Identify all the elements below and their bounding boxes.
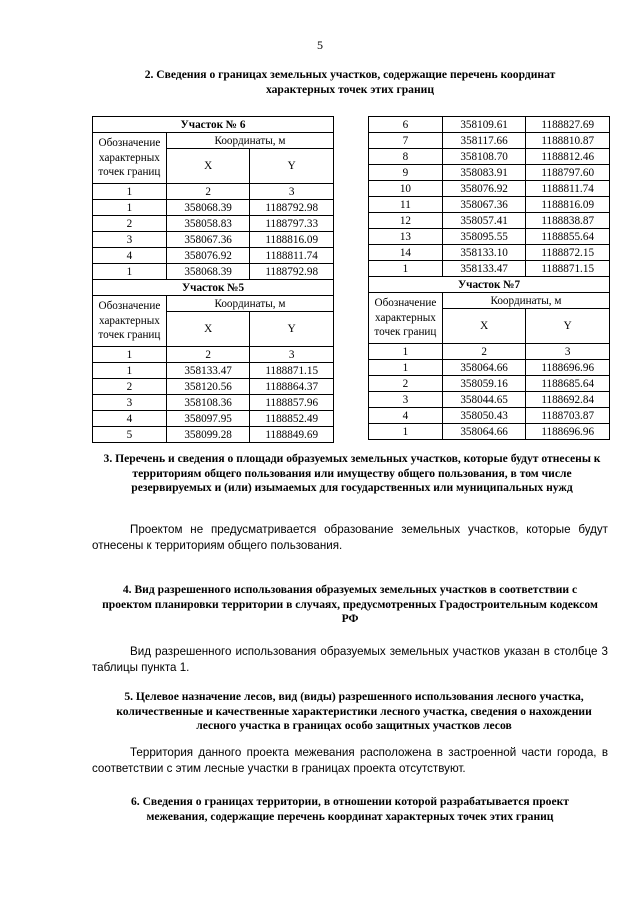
x-cell: 358109.61 — [442, 117, 526, 133]
point-cell: 3 — [93, 232, 167, 248]
y-cell: 1188811.74 — [526, 181, 610, 197]
point-cell: 1 — [93, 363, 167, 379]
point-cell: 14 — [369, 245, 443, 261]
y-cell: 1188685.64 — [526, 376, 610, 392]
x-cell: 358120.56 — [166, 379, 250, 395]
col-num: 3 — [250, 184, 334, 200]
y-cell: 1188792.98 — [250, 200, 334, 216]
coords-header: Координаты, м — [442, 293, 609, 309]
table-row — [369, 408, 610, 424]
y-cell: 1188849.69 — [250, 427, 334, 443]
section-4-text: Вид разрешенного использования образуемых земельных участков указан в столбце 3 таблицы пункта 1. — [92, 645, 608, 674]
x-cell: 358064.66 — [442, 360, 526, 376]
y-cell: 1188816.09 — [526, 197, 610, 213]
coords-header: Координаты, м — [166, 296, 333, 312]
y-cell: 1188792.98 — [250, 264, 334, 280]
y-cell: 1188855.64 — [526, 229, 610, 245]
table-right — [368, 116, 610, 440]
point-cell: 7 — [369, 133, 443, 149]
x-cell: 358133.47 — [442, 261, 526, 277]
table-left — [92, 116, 334, 443]
x-cell: 358133.47 — [166, 363, 250, 379]
table-row — [369, 213, 610, 229]
table-row — [369, 117, 610, 133]
x-cell: 358083.91 — [442, 165, 526, 181]
y-cell: 1188797.60 — [526, 165, 610, 181]
x-header: X — [442, 309, 526, 344]
table-row — [93, 363, 334, 379]
point-col-header: Обозначение характерных точек границ — [369, 293, 443, 344]
x-cell: 358057.41 — [442, 213, 526, 229]
table-row — [93, 200, 334, 216]
section-2-heading: 2. Сведения о границах земельных участков, содержащие перечень координат характерных точек этих границ — [144, 68, 556, 96]
y-cell: 1188696.96 — [526, 424, 610, 440]
x-cell: 358059.16 — [442, 376, 526, 392]
y-cell: 1188827.69 — [526, 117, 610, 133]
x-cell: 358050.43 — [442, 408, 526, 424]
y-cell: 1188872.15 — [526, 245, 610, 261]
y-cell: 1188692.84 — [526, 392, 610, 408]
x-cell: 358117.66 — [442, 133, 526, 149]
table-row — [369, 165, 610, 181]
y-cell: 1188816.09 — [250, 232, 334, 248]
plot-7-table — [369, 277, 610, 440]
y-cell: 1188864.37 — [250, 379, 334, 395]
point-cell: 4 — [93, 411, 167, 427]
point-cell: 4 — [369, 408, 443, 424]
x-cell: 358044.65 — [442, 392, 526, 408]
table-row — [93, 248, 334, 264]
y-cell: 1188838.87 — [526, 213, 610, 229]
point-cell: 6 — [369, 117, 443, 133]
section-5-heading: 5. Целевое назначение лесов, вид (виды) разрешенного использования лесного участка, количественные и качественные характеристики лесного участка, сведения о нахождении лесного участка в границах особо защитных участков лесов — [116, 690, 592, 732]
x-cell: 358099.28 — [166, 427, 250, 443]
point-cell: 3 — [93, 395, 167, 411]
x-cell: 358108.70 — [442, 149, 526, 165]
point-cell: 11 — [369, 197, 443, 213]
plot-5-title: Участок №5 — [93, 280, 334, 296]
plot-7-title: Участок №7 — [369, 277, 610, 293]
section-3-text: Проектом не предусматривается образование земельных участков, которые будут отнесены к территориям общего пользования. — [92, 523, 608, 552]
col-num: 1 — [369, 344, 443, 360]
table-row — [369, 149, 610, 165]
x-header: X — [166, 312, 250, 347]
x-cell: 358108.36 — [166, 395, 250, 411]
col-num: 1 — [93, 347, 167, 363]
point-cell: 2 — [93, 216, 167, 232]
section-3-heading: 3. Перечень и сведения о площади образуемых земельных участков, которые будут отнесены к территориям общего пользования или имуществу общего пользования, в том числе резервируемых и (или) изымаемых для государственных или муниципальных нужд — [103, 452, 601, 494]
y-header: Y — [250, 312, 334, 347]
plot-5-continued-table — [369, 117, 610, 277]
coords-header: Координаты, м — [166, 133, 333, 149]
point-col-header: Обозначение характерных точек границ — [93, 296, 167, 347]
section-4-heading: 4. Вид разрешенного использования образуемых земельных участков в соответствии с проектом планировки территории в случаях, предусмотренных Градостроительным кодексом РФ — [102, 583, 598, 625]
page-number: 5 — [317, 38, 323, 52]
point-cell: 8 — [369, 149, 443, 165]
section-6-heading: 6. Сведения о границах территории, в отношении которой разрабатывается проект межевания, содержащие перечень координат характерных точек этих границ — [130, 795, 570, 823]
table-row — [93, 427, 334, 443]
col-num: 2 — [166, 184, 250, 200]
y-cell: 1188812.46 — [526, 149, 610, 165]
table-row — [93, 411, 334, 427]
table-row — [93, 395, 334, 411]
x-header: X — [166, 149, 250, 184]
x-cell: 358067.36 — [166, 232, 250, 248]
table-row — [93, 379, 334, 395]
x-cell: 358133.10 — [442, 245, 526, 261]
table-row — [369, 360, 610, 376]
table-row — [369, 197, 610, 213]
point-cell: 2 — [93, 379, 167, 395]
table-row — [369, 181, 610, 197]
point-cell: 5 — [93, 427, 167, 443]
col-num: 3 — [250, 347, 334, 363]
col-num: 2 — [442, 344, 526, 360]
point-cell: 1 — [93, 264, 167, 280]
table-row — [93, 232, 334, 248]
plot-6-title: Участок № 6 — [93, 117, 334, 133]
point-cell: 4 — [93, 248, 167, 264]
x-cell: 358076.92 — [442, 181, 526, 197]
table-row — [369, 229, 610, 245]
point-cell: 1 — [369, 360, 443, 376]
table-row — [369, 392, 610, 408]
y-cell: 1188852.49 — [250, 411, 334, 427]
y-header: Y — [526, 309, 610, 344]
y-cell: 1188810.87 — [526, 133, 610, 149]
y-cell: 1188871.15 — [250, 363, 334, 379]
table-row — [93, 216, 334, 232]
point-cell: 3 — [369, 392, 443, 408]
point-cell: 1 — [93, 200, 167, 216]
col-num: 1 — [93, 184, 167, 200]
point-cell: 12 — [369, 213, 443, 229]
point-cell: 1 — [369, 261, 443, 277]
x-cell: 358068.39 — [166, 264, 250, 280]
x-cell: 358068.39 — [166, 200, 250, 216]
plot-5-table — [93, 280, 334, 443]
table-row — [369, 133, 610, 149]
x-cell: 358076.92 — [166, 248, 250, 264]
col-num: 2 — [166, 347, 250, 363]
x-cell: 358097.95 — [166, 411, 250, 427]
table-row — [369, 376, 610, 392]
x-cell: 358095.55 — [442, 229, 526, 245]
table-row — [369, 424, 610, 440]
point-cell: 1 — [369, 424, 443, 440]
y-cell: 1188797.33 — [250, 216, 334, 232]
table-row — [93, 264, 334, 280]
y-cell: 1188696.96 — [526, 360, 610, 376]
col-num: 3 — [526, 344, 610, 360]
point-cell: 13 — [369, 229, 443, 245]
section-5-text: Территория данного проекта межевания расположена в застроенной части города, в соответствии с этим лесные участки в границах проекта отсутствуют. — [92, 746, 608, 775]
x-cell: 358067.36 — [442, 197, 526, 213]
table-row — [369, 245, 610, 261]
point-cell: 2 — [369, 376, 443, 392]
y-cell: 1188703.87 — [526, 408, 610, 424]
point-cell: 10 — [369, 181, 443, 197]
y-cell: 1188857.96 — [250, 395, 334, 411]
point-col-header: Обозначение характерных точек границ — [93, 133, 167, 184]
y-header: Y — [250, 149, 334, 184]
y-cell: 1188871.15 — [526, 261, 610, 277]
plot-6-table — [93, 117, 334, 280]
point-cell: 9 — [369, 165, 443, 181]
table-row — [369, 261, 610, 277]
x-cell: 358064.66 — [442, 424, 526, 440]
x-cell: 358058.83 — [166, 216, 250, 232]
y-cell: 1188811.74 — [250, 248, 334, 264]
